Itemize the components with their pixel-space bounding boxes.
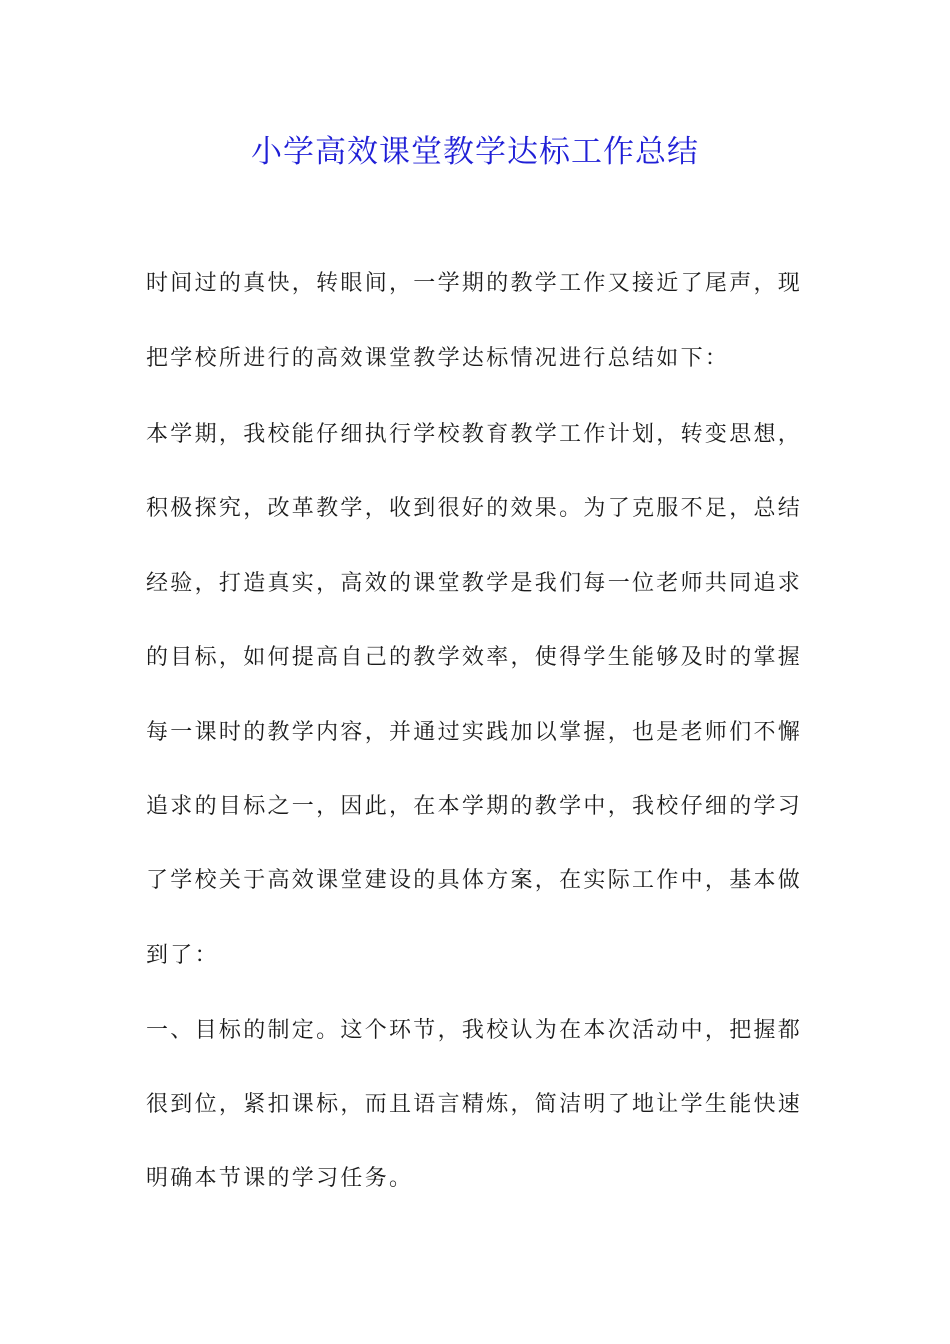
document-title: 小学高效课堂教学达标工作总结 <box>251 134 699 170</box>
body-line: 到了： <box>146 943 219 968</box>
body-line: 的目标，如何提高自己的教学效率，使得学生能够及时的掌握 <box>146 645 803 670</box>
body-line: 本学期，我校能仔细执行学校教育教学工作计划，转变思想， <box>146 422 803 447</box>
body-line: 很到位，紧扣课标，而且语言精炼，简洁明了地让学生能快速 <box>146 1092 803 1117</box>
body-line: 一、目标的制定。这个环节，我校认为在本次活动中，把握都 <box>146 1018 803 1043</box>
body-line: 明确本节课的学习任务。 <box>146 1166 414 1191</box>
body-line: 了学校关于高效课堂建设的具体方案，在实际工作中，基本做 <box>146 868 803 893</box>
body-line: 每一课时的教学内容，并通过实践加以掌握，也是老师们不懈 <box>146 720 803 745</box>
body-line: 把学校所进行的高效课堂教学达标情况进行总结如下： <box>146 346 730 371</box>
body-line: 时间过的真快，转眼间，一学期的教学工作又接近了尾声，现 <box>146 271 803 296</box>
body-line: 经验，打造真实，高效的课堂教学是我们每一位老师共同追求 <box>146 571 803 596</box>
body-line: 追求的目标之一，因此，在本学期的教学中，我校仔细的学习 <box>146 794 803 819</box>
body-line: 积极探究，改革教学，收到很好的效果。为了克服不足，总结 <box>146 496 803 521</box>
